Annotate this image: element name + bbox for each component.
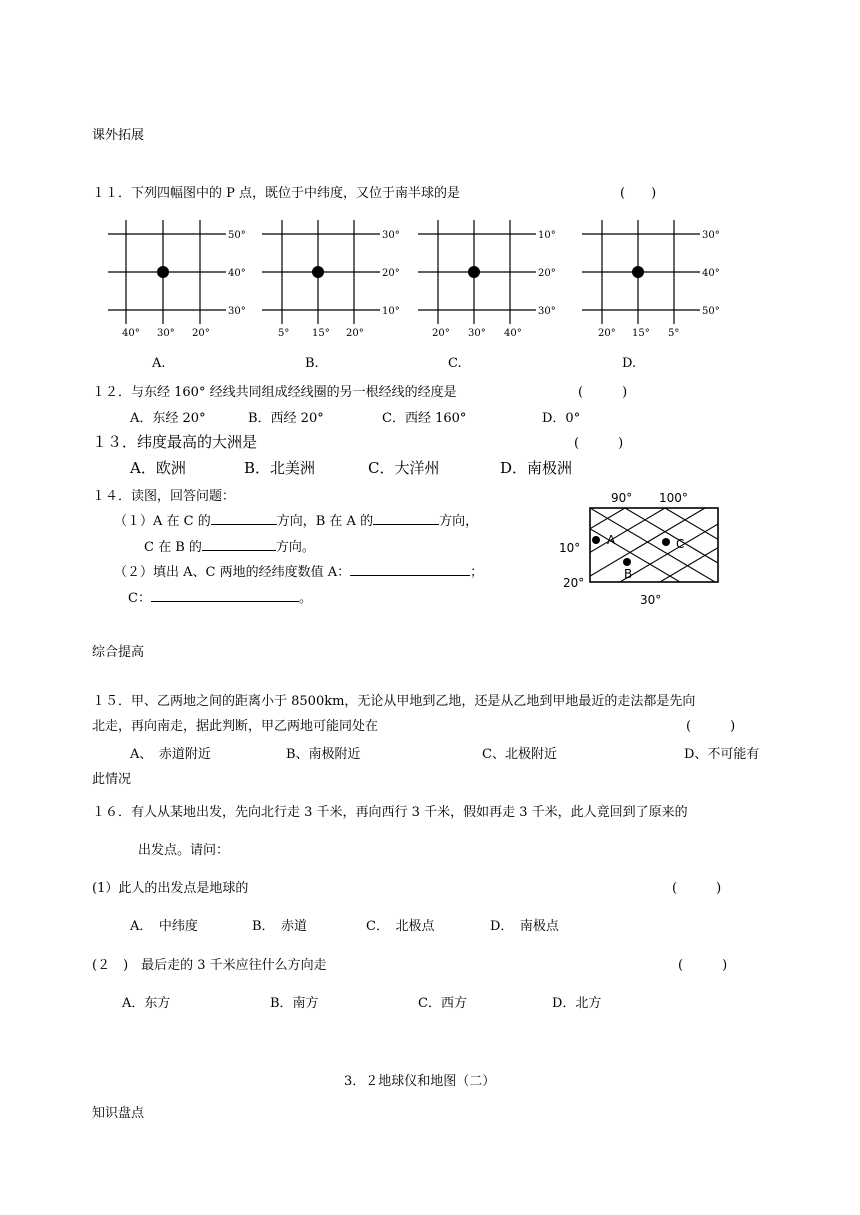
q14-line2: C 在 B 的 方向。 [144,540,315,555]
grid-a-right-label: 40° [228,268,246,279]
grid-a-bottom-label: 30° [157,328,175,339]
q16-sub1-paren: ( ) [672,881,722,896]
grid-b-right-label: 30° [382,230,400,241]
point-p [157,266,169,278]
q16-line2: 出发点。请问： [138,843,230,858]
answer-blank[interactable] [350,563,470,576]
label-a: A [607,533,616,547]
q16-sub1-option: A． 中纬度 [130,919,198,934]
label-lat-10: 10° [559,541,581,555]
q15-option: D、不可能有 [684,747,760,762]
grid-c-right-label: 20° [538,268,556,279]
grid-a-right-label: 50° [228,230,246,241]
q13-option: A．欧洲 [130,459,186,477]
q12-option: D．0° [542,411,581,426]
option-c-label: C. [448,356,462,371]
answer-blank[interactable] [151,589,299,602]
q15-option-continuation: 此情况 [92,772,132,787]
q15-option: A、 赤道附近 [130,747,211,762]
q12-option: A．东经 20° [130,411,206,426]
q13-option: B．北美洲 [244,459,316,477]
q16-sub1-option: D． 南极点 [490,919,559,934]
point-p [468,266,480,278]
grid-d-right-label: 30° [702,230,720,241]
q16-sub2-option: B．南方 [270,996,319,1011]
q12-text: １２．与东经 160° 经线共同组成经线圈的另一根经线的经度是 [92,385,457,400]
label-c: C [676,537,685,551]
grid-a-right-label: 30° [228,306,246,317]
q16-sub2-option: D．北方 [552,996,602,1011]
label-lat-20: 20° [563,576,585,590]
option-d-label: D. [622,356,637,371]
q13-option: C．大洋州 [368,459,440,477]
q11-answer-paren: ( ) [620,186,657,201]
answer-blank[interactable] [373,512,439,525]
grid-b [262,220,400,339]
q14-text: １４．读图，回答问题： [92,489,236,504]
q16-sub2-option: A．东方 [122,996,171,1011]
label-lon-30: 30° [640,593,662,607]
q14-line1: （１）A 在 C 的 方向，B 在 A 的 方向， [114,514,479,529]
answer-blank[interactable] [202,538,276,551]
q15-answer-paren: ( ) [686,719,736,734]
grid-b-right-label: 20° [382,268,400,279]
q16-sub2-paren: ( ) [678,958,728,973]
answer-blank[interactable] [211,512,277,525]
label-lon-90: 90° [611,491,633,505]
grid-d-bottom-label: 15° [632,328,650,339]
section-heading-knowledge: 知识盘点 [92,1106,145,1121]
section-heading-improve: 综合提高 [92,645,145,660]
grid-d-right-label: 50° [702,306,720,317]
q11-text: １１．下列四幅图中的 P 点，既位于中纬度，又位于南半球的是 [92,186,461,201]
grid-a-bottom-label: 40° [122,328,140,339]
grid-c-bottom-label: 30° [468,328,486,339]
q14-line3: （２）填出 A、C 两地的经纬度数值 A： ； [114,565,484,580]
grid-c-bottom-label: 40° [504,328,522,339]
label-b: B [624,567,633,581]
q13-text: １３．纬度最高的大洲是 [92,433,258,451]
q15-option: C、北极附近 [482,747,557,762]
point-a [592,536,600,544]
q15-line2: 北走，再向南走，据此判断，甲乙两地可能同处在 [92,719,379,734]
grid-d-right-label: 40° [702,268,720,279]
grid-b-bottom-label: 15° [312,328,330,339]
q12-option: B．西经 20° [248,411,324,426]
q13-option: D．南极洲 [500,459,573,477]
grid-d-bottom-label: 5° [668,328,680,339]
point-p [312,266,324,278]
q11-grid-diagrams [0,212,860,372]
q16-line1: １６．有人从某地出发，先向北行走 3 千米，再向西行 3 千米，假如再走 3 千米，此人竟回到了原来的 [92,805,688,820]
grid-c-bottom-label: 20° [432,328,450,339]
q16-sub1-option: B． 赤道 [252,919,308,934]
option-a-label: A. [152,356,166,371]
grid-d [582,220,720,339]
q16-sub1-option: C． 北极点 [366,919,435,934]
point-p [632,266,644,278]
point-b [623,558,631,566]
q13-answer-paren: ( ) [574,436,624,451]
q14-map-diagram [555,484,725,614]
q12-answer-paren: ( ) [578,385,628,400]
q15-line1: １５．甲、乙两地之间的距离小于 8500km，无论从甲地到乙地，还是从乙地到甲地最近的走法都是先向 [92,694,696,709]
q15-option: B、南极附近 [286,747,361,762]
section-heading-extension: 课外拓展 [92,128,145,143]
q14-line4: C： 。 [128,591,312,606]
q16-sub1: (1）此人的出发点是地球的 [92,881,249,896]
grid-b-bottom-label: 20° [346,328,364,339]
grid-c [418,220,556,339]
point-c [662,538,670,546]
label-lon-100: 100° [659,491,688,505]
grid-d-bottom-label: 20° [598,328,616,339]
section-title-3-2: 3．２地球仪和地图（二） [344,1074,496,1089]
q16-sub2-option: C．西方 [418,996,467,1011]
q12-option: C．西经 160° [382,411,467,426]
grid-c-right-label: 30° [538,306,556,317]
option-b-label: B. [305,356,319,371]
grid-b-bottom-label: 5° [278,328,290,339]
grid-a [108,220,246,339]
grid-b-right-label: 10° [382,306,400,317]
grid-c-right-label: 10° [538,230,556,241]
q16-sub2: (２ ) 最后走的 3 千米应往什么方向走 [92,958,327,973]
grid-a-bottom-label: 20° [192,328,210,339]
